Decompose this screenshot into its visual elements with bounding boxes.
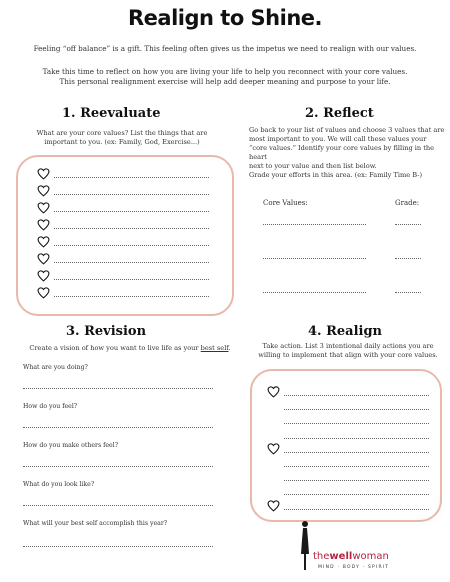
grade-1-line[interactable] <box>395 224 421 225</box>
core-value-line[interactable] <box>54 245 209 246</box>
answer-how-feel-line[interactable] <box>23 427 213 428</box>
action-line[interactable] <box>284 509 429 510</box>
core-value-line[interactable] <box>54 194 209 195</box>
core-value-1-line[interactable] <box>263 224 366 225</box>
brand-logo-the: the <box>313 551 330 562</box>
realign-desc-2: willing to implement that align with your core values. <box>258 351 438 359</box>
reflect-desc-line-4: next to your value and then list below. <box>249 162 377 170</box>
grade-2-line[interactable] <box>395 258 421 259</box>
question-look-like: What do you look like? <box>23 481 95 488</box>
reflect-heading: 2. Reflect <box>305 106 374 121</box>
brand-logo <box>313 551 389 562</box>
action-line[interactable] <box>284 494 429 495</box>
brand-logo-well: well <box>329 551 353 562</box>
page-title: Realign to Shine. <box>128 6 322 30</box>
reevaluate-heading: 1. Reevaluate <box>62 106 161 121</box>
action-row <box>267 499 429 516</box>
intro-paragraph-2b: This personal realignment exercise will help add deeper meaning and purpose to your life. <box>59 77 391 86</box>
core-value-3-line[interactable] <box>263 292 366 293</box>
core-value-line[interactable] <box>54 211 209 212</box>
reflect-desc-line-3: “core values.” Identify your core values by filling in the heart <box>249 144 435 161</box>
grade-3-line[interactable] <box>395 292 421 293</box>
action-line[interactable] <box>284 395 429 396</box>
core-values-box <box>16 155 234 316</box>
grade-column-label: Grade: <box>395 199 420 207</box>
woman-silhouette-icon <box>300 520 310 572</box>
actions-list <box>267 385 429 515</box>
actions-box <box>250 369 442 522</box>
action-line[interactable] <box>284 466 429 467</box>
question-others-feel: How do you make others feel? <box>23 442 119 449</box>
core-value-row <box>37 201 209 218</box>
core-value-row <box>37 252 209 269</box>
core-values-column-label: Core Values: <box>263 199 308 207</box>
revision-desc <box>20 344 240 353</box>
brand-logo-woman: woman <box>352 551 389 562</box>
brand-tagline: MIND · BODY · SPIRIT <box>318 565 390 570</box>
reflect-desc <box>249 126 449 180</box>
core-value-row <box>37 167 209 184</box>
core-value-line[interactable] <box>54 296 209 297</box>
revision-desc-end: . <box>228 344 231 352</box>
core-values-list <box>37 167 209 307</box>
core-value-row <box>37 269 209 286</box>
reevaluate-desc-2: important to you. (ex: Family, God, Exercise...) <box>44 138 200 146</box>
answer-accomplish-line[interactable] <box>23 546 213 547</box>
realign-desc-1: Take action. List 3 intentional daily actions you are <box>262 342 434 350</box>
answer-what-doing-line[interactable] <box>23 388 213 389</box>
core-value-line[interactable] <box>54 177 209 178</box>
core-value-line[interactable] <box>54 262 209 263</box>
reflect-desc-line-5: Grade your efforts in this area. (ex: Family Time B-) <box>249 171 423 179</box>
realign-heading: 4. Realign <box>308 324 383 339</box>
question-how-feel: How do you feel? <box>23 403 78 410</box>
question-what-doing: What are you doing? <box>23 364 88 371</box>
revision-desc-underlined: best self <box>200 344 229 352</box>
intro-paragraph-1: Feeling “off balance” is a gift. This feeling often gives us the impetus we need to realign with our values. <box>33 44 417 53</box>
reflect-desc-line-2: most important to you. We will call these values your <box>249 135 427 143</box>
action-line[interactable] <box>284 480 429 481</box>
core-value-row <box>37 184 209 201</box>
question-accomplish: What will your best self accomplish this year? <box>23 520 168 527</box>
answer-others-feel-line[interactable] <box>23 466 213 467</box>
core-value-line[interactable] <box>54 279 209 280</box>
reevaluate-desc-1: What are your core values? List the things that are <box>36 129 208 137</box>
action-line[interactable] <box>284 452 429 453</box>
revision-heading: 3. Revision <box>66 324 147 339</box>
action-line[interactable] <box>284 423 429 424</box>
answer-look-like-line[interactable] <box>23 505 213 506</box>
core-value-row <box>37 286 209 303</box>
revision-desc-text: Create a vision of how you want to live life as your <box>29 344 201 352</box>
intro-paragraph-2a: Take this time to reflect on how you are living your life to help you reconnect with your core values. <box>42 67 408 76</box>
reflect-desc-line-1: Go back to your list of values and choose 3 values that are <box>249 126 445 134</box>
action-line[interactable] <box>284 409 429 410</box>
core-value-2-line[interactable] <box>263 258 366 259</box>
core-value-row <box>37 235 209 252</box>
action-line[interactable] <box>284 438 429 439</box>
core-value-line[interactable] <box>54 228 209 229</box>
core-value-row <box>37 218 209 235</box>
